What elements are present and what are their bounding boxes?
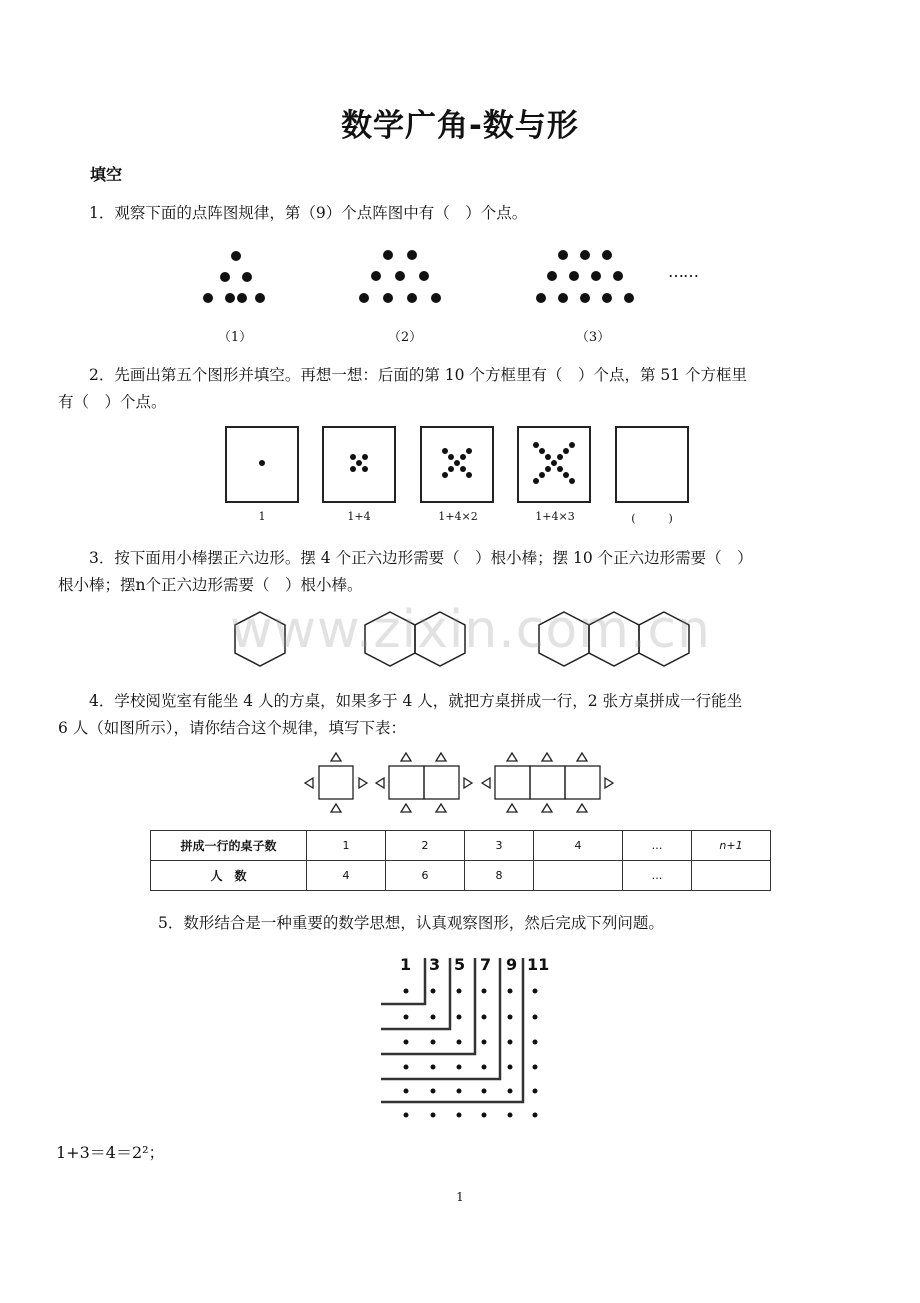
page-title: 数学广角-数与形 [341, 108, 579, 144]
q2-label-2: 1+4 [347, 510, 371, 523]
grid-dot [482, 1040, 487, 1045]
question-2-text: 2．先画出第五个图形并填空。再想一想：后面的第 10 个方框里有（ ）个点，第 51 个方框里 有（ ）个点。 [58, 366, 748, 411]
table-cell: 1 [307, 831, 386, 861]
table-cell: … [623, 831, 692, 861]
table-cell [692, 861, 771, 891]
table-cell: … [623, 861, 692, 891]
grid-dot [533, 989, 538, 994]
grid-dot [508, 1113, 513, 1118]
grid-dot [533, 1089, 538, 1094]
q2-label-1: 1 [258, 510, 266, 523]
grid-dot [457, 989, 462, 994]
table-cell: 4 [307, 861, 386, 891]
question-3-text: 3．按下面用小棒摆正六边形。摆 4 个正六边形需要（ ）根小棒；摆 10 个正六边形需要（ ） 根小棒；摆n个正六边形需要（ ）根小棒。 [58, 549, 753, 594]
q5-odd-grid [378, 955, 548, 1125]
grid-dot [533, 1040, 538, 1045]
grid-dot [457, 1113, 462, 1118]
question-1-text: 1．观察下面的点阵图规律，第（9）个点阵图中有（ ）个点。 [89, 204, 528, 222]
table-cell: 3 [465, 831, 534, 861]
q5-grid-svg [378, 955, 548, 1125]
watermark: www.zixin.com.cn [230, 600, 711, 660]
grid-dot [431, 1089, 436, 1094]
grid-dot [508, 1015, 513, 1020]
question-5-text: 5．数形结合是一种重要的数学思想，认真观察图形，然后完成下列问题。 [158, 914, 664, 932]
table-cell: n+1 [692, 831, 771, 861]
grid-dot [404, 1040, 409, 1045]
grid-dot [508, 989, 513, 994]
q2-boxes [220, 422, 700, 512]
formula: 1+3＝4＝2²； [56, 1143, 165, 1162]
grid-dot [508, 1040, 513, 1045]
q1-label-3: （3） [575, 330, 611, 345]
grid-dot [533, 1065, 538, 1070]
grid-dot [508, 1065, 513, 1070]
grid-dot [431, 1113, 436, 1118]
grid-dot [533, 1113, 538, 1118]
grid-dot [431, 1040, 436, 1045]
q4-table-figures [300, 750, 620, 815]
grid-number: 5 [454, 955, 466, 974]
grid-dot [482, 1015, 487, 1020]
grid-dot [431, 1065, 436, 1070]
grid-number: 9 [506, 955, 518, 974]
grid-dot [482, 1089, 487, 1094]
grid-dot [457, 1065, 462, 1070]
table-cell: 2 [386, 831, 465, 861]
grid-dot [431, 989, 436, 994]
grid-number: 3 [429, 955, 441, 974]
grid-number: 11 [527, 955, 550, 974]
grid-dot [533, 1015, 538, 1020]
grid-number: 7 [480, 955, 492, 974]
section-heading: 填空 [90, 165, 123, 184]
table-row [151, 861, 771, 891]
grid-dot [482, 1113, 487, 1118]
table-cell: 8 [465, 861, 534, 891]
grid-number: 1 [400, 955, 412, 974]
grid-dot [457, 1040, 462, 1045]
grid-dot [404, 1089, 409, 1094]
q2-label-3: 1+4×2 [438, 510, 478, 523]
q1-dot-triangles [190, 238, 740, 318]
grid-dot [404, 1015, 409, 1020]
q2-label-4: 1+4×3 [535, 510, 575, 523]
grid-dot [404, 989, 409, 994]
grid-dot [482, 989, 487, 994]
q2-label-5: ( ) [631, 512, 673, 525]
q1-ellipsis: …… [668, 262, 698, 281]
q1-label-2: （2） [387, 330, 423, 345]
people-table [150, 830, 771, 891]
table-row [151, 831, 771, 861]
grid-dot [404, 1065, 409, 1070]
grid-dot [404, 1113, 409, 1118]
q1-label-1: （1） [217, 330, 253, 345]
page-number: 1 [456, 1190, 464, 1204]
table-cell: 人 数 [151, 861, 307, 891]
table-cell: 6 [386, 861, 465, 891]
grid-dot [508, 1089, 513, 1094]
question-4-text: 4．学校阅览室有能坐 4 人的方桌，如果多于 4 人，就把方桌拼成一行，2 张方桌拼成一行能坐 6 人（如图所示），请你结合这个规律，填写下表： [58, 692, 743, 737]
table-cell: 4 [534, 831, 623, 861]
grid-dot [457, 1089, 462, 1094]
table-cell: 拼成一行的桌子数 [151, 831, 307, 861]
table-cell [534, 861, 623, 891]
grid-dot [431, 1015, 436, 1020]
grid-dot [457, 1015, 462, 1020]
grid-dot [482, 1065, 487, 1070]
